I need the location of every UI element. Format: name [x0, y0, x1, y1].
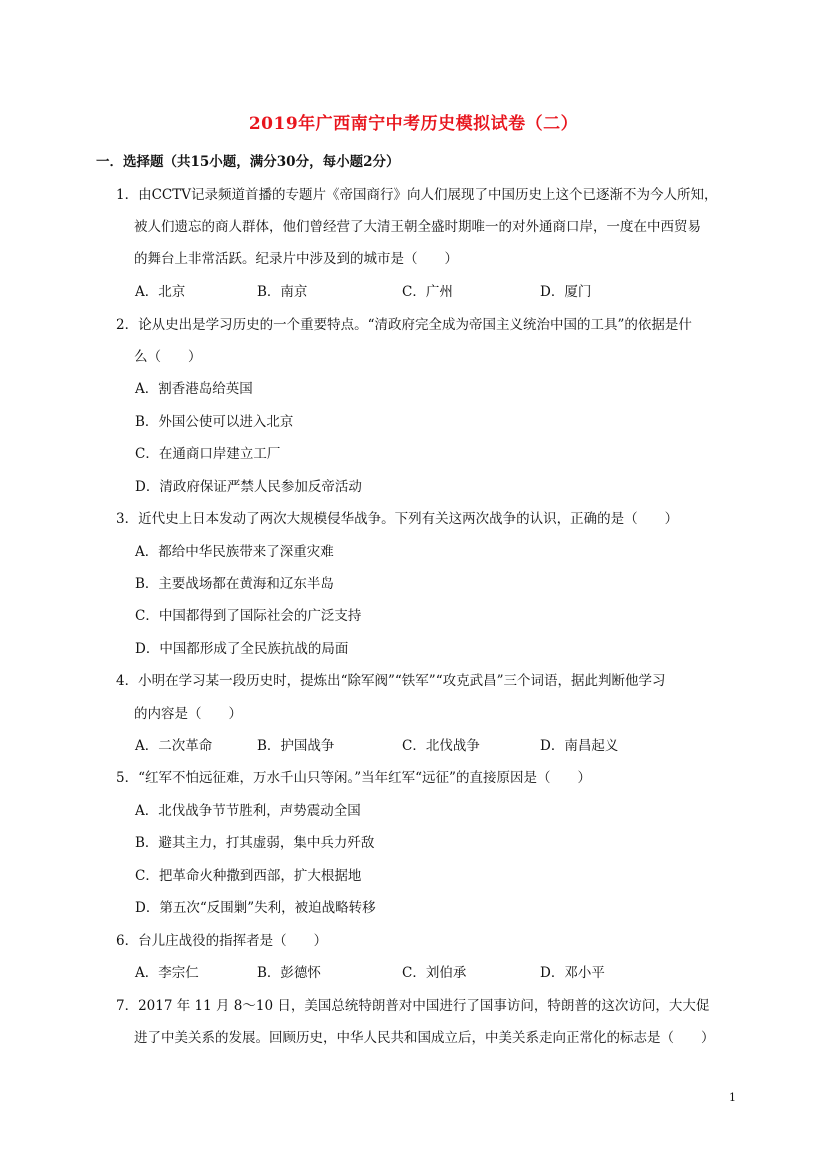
question-4-line-2: 的内容是（ ）: [134, 706, 242, 722]
option-a[interactable]: A．二次革命: [135, 738, 213, 754]
question-2-option-c[interactable]: C．在通商口岸建立工厂: [135, 446, 281, 462]
question-5-option-b[interactable]: B．避其主力，打其虚弱，集中兵力歼敌: [135, 835, 375, 851]
question-1-line-2: 被人们遗忘的商人群体，他们曾经营了大清王朝全盛时期唯一的对外通商口岸，一度在中西贸易: [134, 219, 701, 235]
question-6-line-1: 6．台儿庄战役的指挥者是（ ）: [116, 933, 328, 949]
page-title: 2019年广西南宁中考历史模拟试卷（二）: [248, 114, 579, 134]
section-heading: 一．选择题（共15小题，满分30分，每小题2分）: [96, 154, 400, 170]
option-b[interactable]: B．南京: [257, 284, 308, 300]
option-d[interactable]: D．南昌起义: [540, 738, 619, 754]
option-a[interactable]: A．李宗仁: [135, 965, 199, 981]
option-d[interactable]: D．邓小平: [540, 965, 605, 981]
question-1-line-1: 1．由CCTV记录频道首播的专题片《帝国商行》向人们展现了中国历史上这个已逐渐不为今人所知，: [116, 187, 718, 203]
question-5-option-a[interactable]: A．北伐战争节节胜利，声势震动全国: [135, 803, 361, 819]
question-2-option-a[interactable]: A．割香港岛给英国: [135, 381, 253, 397]
option-b[interactable]: B．护国战争: [257, 738, 335, 754]
question-3-line-1: 3．近代史上日本发动了两次大规模侵华战争。下列有关这两次战争的认识，正确的是（ ）: [116, 511, 679, 527]
question-2-line-1: 2．论从史出是学习历史的一个重要特点。“清政府完全成为帝国主义统治中国的工具”的依据是什: [116, 317, 692, 333]
question-2-line-2: 么（ ）: [134, 349, 202, 365]
question-4-line-1: 4．小明在学习某一段历史时，提炼出“除军阀”“铁军”“攻克武昌”三个词语，据此判断他学习: [116, 673, 666, 689]
option-c[interactable]: C．刘伯承: [402, 965, 467, 981]
question-3-option-c[interactable]: C．中国都得到了国际社会的广泛支持: [135, 608, 362, 624]
page-number: 1: [729, 1091, 736, 1104]
question-3-option-b[interactable]: B．主要战场都在黄海和辽东半岛: [135, 576, 334, 592]
option-c[interactable]: C．北伐战争: [402, 738, 480, 754]
question-5-line-1: 5．“红军不怕远征难，万水千山只等闲。”当年红军“远征”的直接原因是（ ）: [116, 770, 591, 786]
question-7-line-1: 7．2017 年 11 月 8～10 日，美国总统特朗普对中国进行了国事访问，特朗普的这次访问，大大促: [116, 998, 710, 1014]
option-c[interactable]: C．广州: [402, 284, 453, 300]
question-3-option-d[interactable]: D．中国都形成了全民族抗战的局面: [135, 641, 349, 657]
question-2-option-b[interactable]: B．外国公使可以进入北京: [135, 414, 294, 430]
option-b[interactable]: B．彭德怀: [257, 965, 321, 981]
question-3-option-a[interactable]: A．都给中华民族带来了深重灾难: [135, 544, 334, 560]
question-1-line-3: 的舞台上非常活跃。纪录片中涉及到的城市是（ ）: [134, 251, 458, 267]
question-7-line-2: 进了中美关系的发展。回顾历史，中华人民共和国成立后，中美关系走向正常化的标志是（ ）: [134, 1030, 715, 1046]
question-5-option-d[interactable]: D．第五次“反围剿”失利，被迫战略转移: [135, 900, 376, 916]
question-2-option-d[interactable]: D．清政府保证严禁人民参加反帝活动: [135, 479, 362, 495]
option-a[interactable]: A．北京: [135, 284, 186, 300]
question-5-option-c[interactable]: C．把革命火种撒到西部，扩大根据地: [135, 868, 362, 884]
option-d[interactable]: D．厦门: [540, 284, 592, 300]
